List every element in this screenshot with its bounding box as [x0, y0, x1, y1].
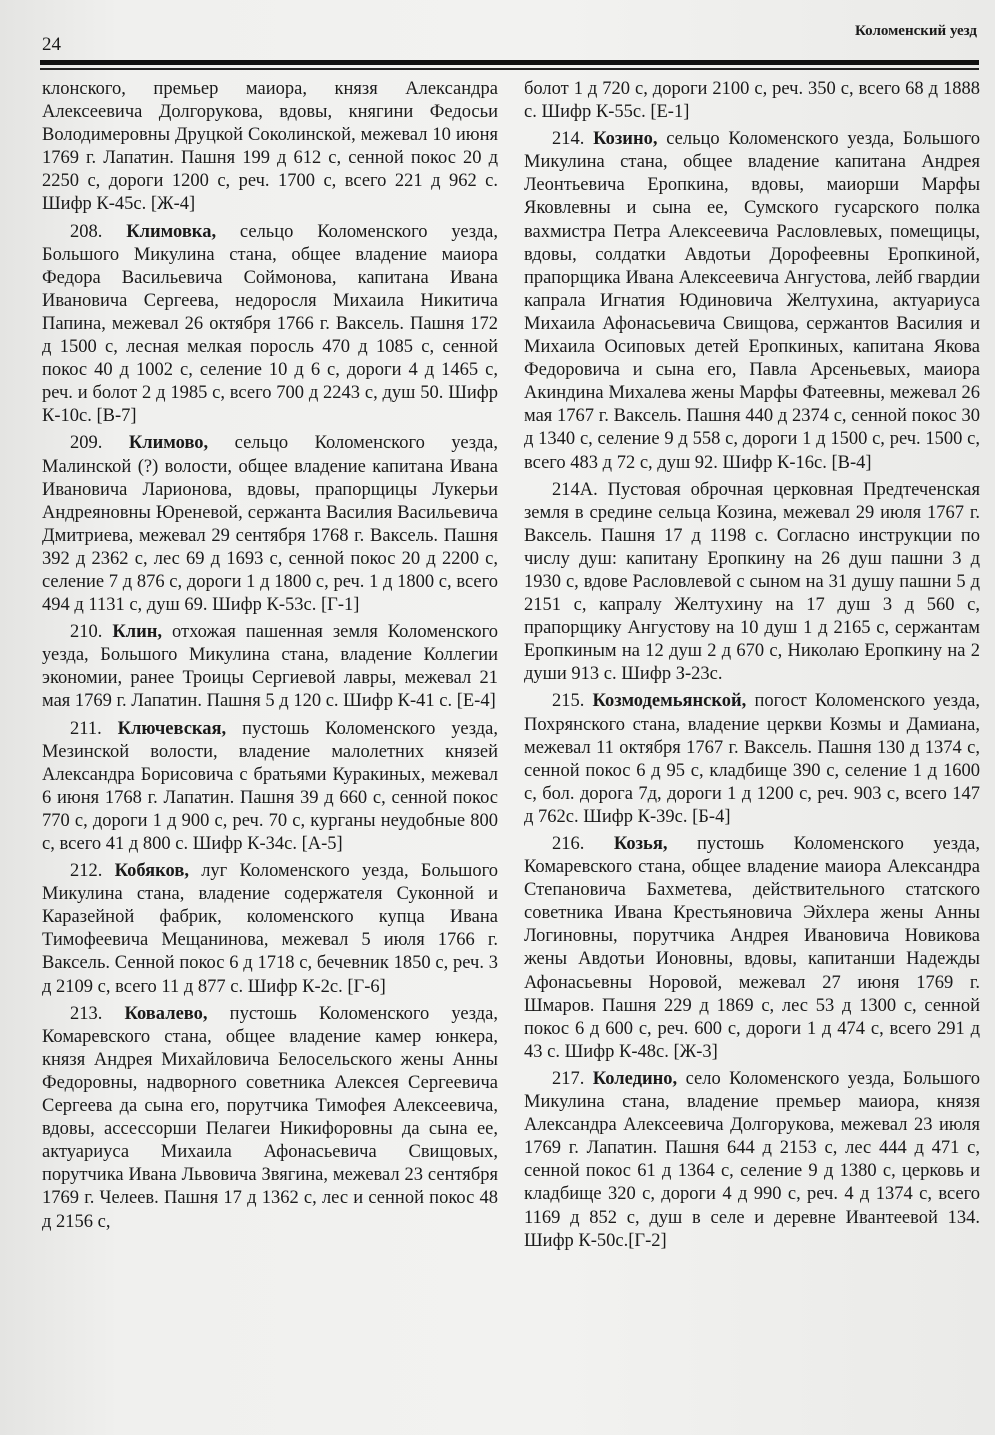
right-column [524, 78, 980, 1253]
entry-217 [524, 1068, 980, 1253]
entry-214a [524, 479, 980, 687]
header-rule-thick [40, 60, 979, 65]
entry-number: 214А. [552, 479, 598, 500]
entry-number: 211. [70, 718, 102, 739]
entry-215 [524, 690, 980, 829]
entry-text: отхожая пашенная земля Коломенского уезда, Большого Микулина стана, владение Коллегии экономии, ранее Троицы Сергиевой лавры, межевал 21 мая 1769 г. Лапатин. Пашня 5 д 120 с. Шифр К-41 с. [Е-4] [42, 622, 499, 712]
entry-number: 217. [552, 1068, 585, 1089]
entry-title: Козмодемьянской, [592, 691, 747, 712]
entry-209 [42, 432, 498, 617]
entry-text: село Коломенского уезда, Большого Микулина стана, владение премьер маиора, князя Александра Алексеевича Долгорукова, межевал 23 июля 1769 г. Лапатин. Пашня 644 д 2153 с, лес 444 д 471 с, сенной покос 61 д 1364 с, селение 9 д 1380 с, церковь и кладбище 320 с, дороги 4 д 990 с, реч. 4 д 1374 с, всего 1169 д 852 с, душ в селе и деревне Ивантеевой 134. Шифр К-50с.[Г-2] [524, 1068, 981, 1251]
entry-title: Коледино, [592, 1068, 678, 1089]
entry-text: сельцо Коломенского уезда, Большого Микулина стана, общее владение капитана Андрея Леонтьевича Еропкина, вдовы, маиорши Марфы Яковлевны и сына ее, Сумского гусарского полка вахмистра Петра Алексеевича Расловлевых, помещицы, вдовы, солдатки Авдотьи Дорофеевны Еропкиной, прапорщика Ивана Алексеевича Ангустова, лейб гвардии капрала Игнатия Юдиновича Желтухина, актуариуса Михаила Афонасьевича Свищова, сержантов Василия и Михаила Осиповых детей Еропкиных, капитана Якова Федоровича и сына его, Павла Арсеньевых, маиора Акиндина Михалева жены Марфы Фатеевны, межевал 26 мая 1767 г. Ваксель. Пашня 440 д 2374 с, сенной покос 30 д 1340 с, селение 9 д 558 с, дороги 1 д 1500 с, реч. 1500 с, всего 483 д 72 с, душ 92. Шифр К-16с. [В-4] [524, 129, 980, 473]
entry-text: Пустовая оброчная церковная Предтеченская земля в средине сельца Козина, межевал 29 июля 1767 г. Ваксель. Пашня 17 д 1198 с. Согласно инструкции по числу душ: капитану Еропкину на 26 душ пашни 3 д 1930 с, вдове Расловлевой с сыном на 31 душу пашни 5 д 2151 с, капралу Желтухину на 17 душ 3 д 560 с, прапорщику Ангустову на 10 душ 1 д 2165 с, сержантам Еропкиным на 12 душ 2 д 670 с, Николаю Еропкину на 2 души 913 с. Шифр З-23с. [524, 479, 980, 685]
entry-title: Климово, [128, 433, 209, 454]
entry-212 [42, 860, 498, 999]
running-head: Коломенский уезд [855, 23, 977, 39]
entry-text: пустошь Коломенского уезда, Мезинской волости, владение малолетних князей Александра Борисовича с братьями Куракиных, межевал 6 июня 1768 г. Лапатин. Пашня 39 д 660 с, сенной покос 770 с, дороги 1 д 900 с, реч. 70 с, курганы неудобные 800 с, всего 41 д 800 с. Шифр К-34с. [А-5] [42, 718, 499, 854]
entry-number: 210. [70, 622, 103, 643]
entry-text: сельцо Коломенского уезда, Малинской (?) волости, общее владение капитана Ивана Ивановича Ларионова, вдовы, прапорщицы Лукерьи Андреяновны Юреневой, сержанта Василия Васильевича Дмитриева, межевал 29 сентября 1768 г. Ваксель. Пашня 392 д 2362 с, лес 69 д 1693 с, сенной покос 20 д 2200 с, селение 7 д 876 с, дороги 1 д 1800 с, реч. 1 д 1800 с, всего 494 д 1131 с, душ 69. Шифр К-53с. [Г-1] [42, 433, 498, 616]
entry-title: Клин, [112, 622, 163, 643]
page-number: 24 [42, 34, 61, 55]
entry-number: 212. [70, 861, 103, 882]
entry-title: Козья, [613, 834, 668, 854]
entry-title: Климовка, [126, 221, 217, 242]
entry-text: луг Коломенского уезда, Большого Микулина стана, владение содержателя Суконной и Каразейной фабрик, коломенского купца Ивана Тимофеевича Мещанинова, межевал 5 июля 1766 г. Ваксель. Сенной покос 6 д 1718 с, бечевник 1850 с, реч. 3 д 2109 с, всего 11 д 877 с. Шифр К-2с. [Г-6] [42, 861, 498, 997]
entry-number: 214. [552, 129, 585, 150]
entry-number: 213. [70, 1003, 103, 1024]
entry-title: Кобяков, [114, 861, 189, 882]
entry-number: 209. [70, 433, 103, 454]
left-column [42, 78, 498, 1234]
entry-216 [524, 833, 980, 1064]
entry-title: Ключевская, [117, 718, 227, 739]
entry-text: сельцо Коломенского уезда, Большого Микулина стана, общее владение маиора Федора Васильевича Соймонова, капитана Ивана Ивановича Сергеева, недоросля Михаила Никитича Папина, межевал 26 октября 1766 г. Ваксель. Пашня 172 д 1500 с, лесная мелкая поросль 470 д 1085 с, сенной покос 40 д 1002 с, селение 10 д 6 с, дороги 4 д 1465 с, реч. и болот 2 д 1985 с, всего 700 д 2243 с, душ 50. Шифр К-10с. [В-7] [42, 221, 498, 427]
entry-214 [524, 128, 980, 474]
entry-210 [42, 621, 498, 713]
entry-211 [42, 718, 498, 857]
entry-213 [42, 1003, 498, 1234]
entry-208 [42, 221, 498, 429]
entry-title: Ковалево, [124, 1003, 208, 1024]
header-rule-thin [40, 68, 979, 70]
entry-number: 208. [70, 221, 103, 242]
entry-text: пустошь Коломенского уезда, Комаревского стана, общее владение маиора Александра Степановича Бахметева, действительного статского советника Ивана Крестьяновича Эйхлера жены Анны Логиновны, порутчика Андрея Ивановича Новикова жены Авдотьи Ионовны, вдовы, капитанши Надежды Афонасьевны Норовой, межевал 27 июня 1769 г. Шмаров. Пашня 229 д 1869 с, лес 53 д 1300 с, сенной покос 6 д 600 с, реч. 600 с, дороги 1 д 474 с, всего 291 д 43 с. Шифр К-48с. [Ж-3] [524, 834, 981, 1062]
entry-number: 215. [552, 691, 585, 712]
entry-text: пустошь Коломенского уезда, Комаревского стана, общее владение камер юнкера, князя Андрея Михайловича Белосельского жены Анны Федоровны, надворного советника Алексея Сергеевича Сергеева да сына его, порутчика Тимофея Алексеевича, вдовы, ассессорши Пелагеи Никифоровны да сына ее, актуариуса Михаила Афонасьевича Свищовых, порутчика Ивана Львовича Звягина, межевал 23 сентября 1769 г. Челеев. Пашня 17 д 1362 с, лес и сенной покос 48 д 2156 с, [42, 1003, 499, 1232]
entry-number: 216. [552, 834, 585, 854]
continuation-text: клонского, премьер маиора, князя Александра Алексеевича Долгорукова, вдовы, княгини Федосьи Володимеровны Друцкой Соколинской, межевал 10 июня 1769 г. Лапатин. Пашня 199 д 612 с, сенной покос 20 д 2250 с, дороги 1200 с, реч. 1700 с, всего 221 д 962 с. Шифр К-45с. [Ж-4] [42, 79, 498, 215]
continuation-text: болот 1 д 720 с, дороги 2100 с, реч. 350 с, всего 68 д 1888 с. Шифр К-55с. [Е-1] [524, 79, 980, 123]
entry-title: Козино, [593, 129, 658, 150]
entry-text: погост Коломенского уезда, Похрянского стана, владение церкви Козмы и Дамиана, межевал 11 октября 1767 г. Ваксель. Пашня 130 д 1374 с, сенной покос 6 д 95 с, кладбище 390 с, селение 1 д 1600 с, бол. дорога 7д, дороги 1 д 1200 с, реч. 903 с, всего 147 д 762с. Шифр К-39с. [Б-4] [524, 691, 980, 827]
